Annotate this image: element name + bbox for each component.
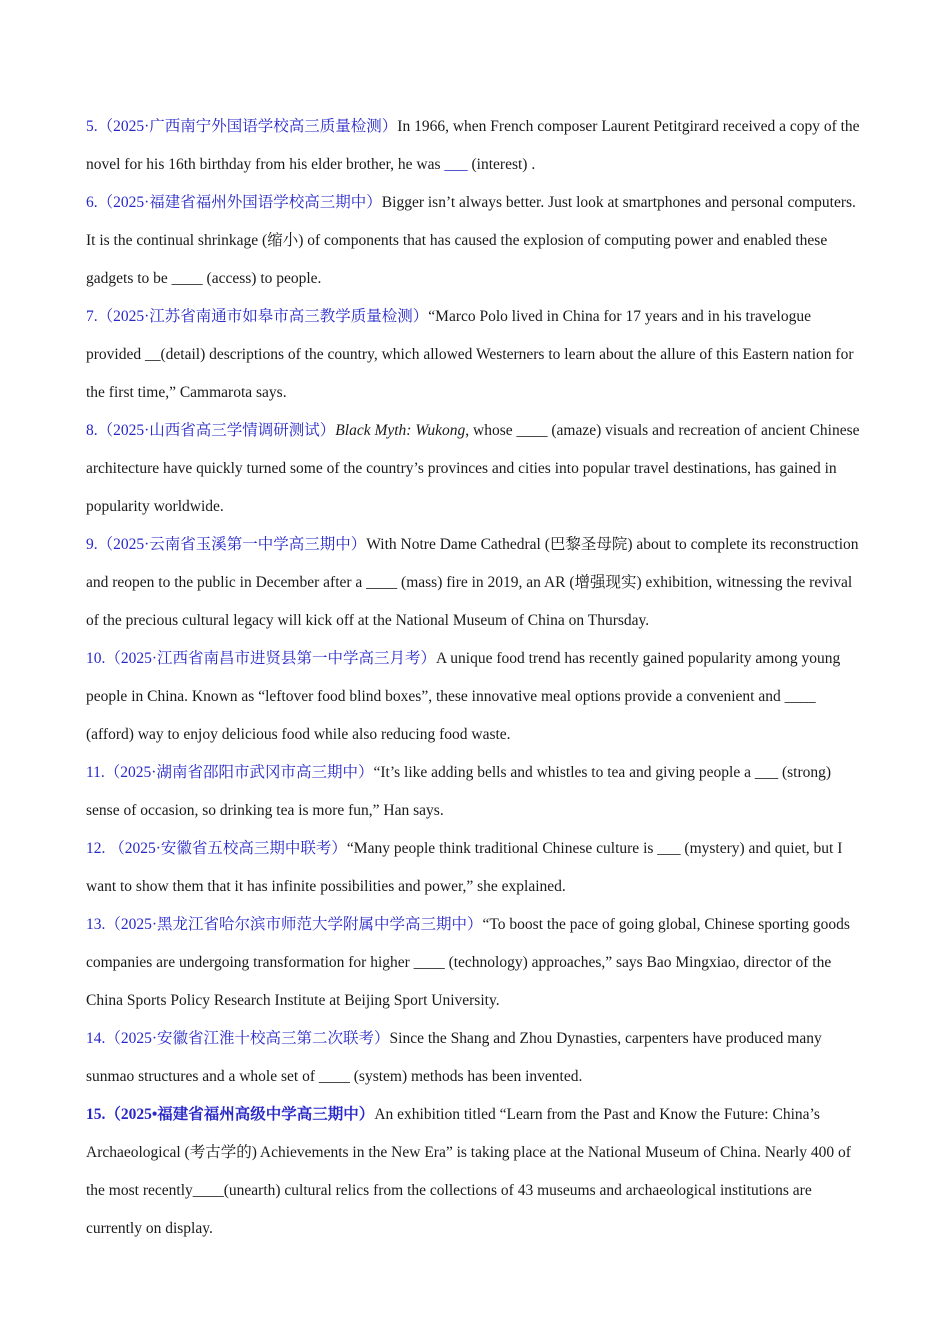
question-text: With Notre Dame Cathedral (巴黎圣母院) about to complete its reconstruction and reopen to the public in December after a ____ (mass) fire in 2019, an AR (增强现实) exhibition, witnessing the revival of the precious cultural legacy will kick off at the National Museum of China on Thursday. [86, 536, 859, 629]
question-text: An exhibition titled “Learn from the Past and Know the Future: China’s Archaeological (考古学的) Achievements in the New Era” is taking place at the National Museum of China. Nearly 400 of the most recently____(unearth) cultural relics from the collections of 43 museums and archaeological institutions are currently on display. [86, 1106, 851, 1237]
question-source: 15.（2025•福建省福州高级中学高三期中） [86, 1106, 375, 1123]
question-text: “To boost the pace of going global, Chinese sporting goods companies are undergoing transformation for higher ____ (technology) approaches,” says Bao Mingxiao, director of the China Sports Policy Research Institute at Beijing Sport University. [86, 916, 850, 1009]
answer-blank: ___ [444, 156, 468, 173]
question-text: A unique food trend has recently gained popularity among young people in China. Known as “leftover food blind boxes”, these innovative meal options provide a convenient and ____ (afford) way to enjoy delicious food while also reducing food waste. [86, 650, 841, 743]
question-11 [86, 754, 866, 830]
question-7 [86, 298, 866, 412]
question-6 [86, 184, 866, 298]
question-source: 10.（2025·江西省南昌市进贤县第一中学高三月考） [86, 650, 437, 667]
question-text: “Many people think traditional Chinese culture is ___ (mystery) and quiet, but I want to show them that it has infinite possibilities and power,” she explained. [86, 840, 843, 895]
question-source: 5.（2025·广西南宁外国语学校高三质量检测） [86, 118, 398, 135]
question-8 [86, 412, 866, 526]
question-source: 9.（2025·云南省玉溪第一中学高三期中） [86, 536, 367, 553]
question-source: 8.（2025·山西省高三学情调研测试） [86, 422, 336, 439]
question-text: , whose ____ (amaze) visuals and recreation of ancient Chinese architecture have quickly turned some of the country’s provinces and cities into popular travel destinations, has gained in popularity worldwide. [86, 422, 860, 515]
question-9 [86, 526, 866, 640]
question-text: “It’s like adding bells and whistles to tea and giving people a ___ (strong) sense of occasion, so drinking tea is more fun,” Han says. [86, 764, 832, 819]
question-source: 11.（2025·湖南省邵阳市武冈市高三期中） [86, 764, 374, 781]
question-source: 7.（2025·江苏省南通市如皋市高三教学质量检测） [86, 308, 429, 325]
question-text: “Marco Polo lived in China for 17 years and in his travelogue provided __(detail) descriptions of the country, which allowed Westerners to learn about the allure of this Eastern nation for the first time,” Cammarota says. [86, 308, 854, 401]
question-text: In 1966, when French composer Laurent Petitgirard received a copy of the novel for his 16th birthday from his elder brother, he was [86, 118, 860, 173]
question-13 [86, 906, 866, 1020]
question-12 [86, 830, 866, 906]
question-14 [86, 1020, 866, 1096]
question-10 [86, 640, 866, 754]
question-source: 14.（2025·安徽省江淮十校高三第二次联考） [86, 1030, 390, 1047]
question-text-end: (interest) . [467, 156, 536, 173]
question-15 [86, 1096, 866, 1248]
question-text: Bigger isn’t always better. Just look at smartphones and personal computers. It is the continual shrinkage (缩小) of components that has caused the explosion of computing power and enabled these gadgets to be ____ (access) to people. [86, 194, 856, 287]
question-source: 12. （2025·安徽省五校高三期中联考） [86, 840, 347, 857]
document-page [86, 108, 866, 1248]
game-title: Black Myth: Wukong [335, 422, 466, 439]
question-text: Since the Shang and Zhou Dynasties, carpenters have produced many sunmao structures and a whole set of ____ (system) methods has been invented. [86, 1030, 822, 1085]
question-source: 13.（2025·黑龙江省哈尔滨市师范大学附属中学高三期中） [86, 916, 483, 933]
question-5 [86, 108, 866, 184]
question-source: 6.（2025·福建省福州外国语学校高三期中） [86, 194, 382, 211]
